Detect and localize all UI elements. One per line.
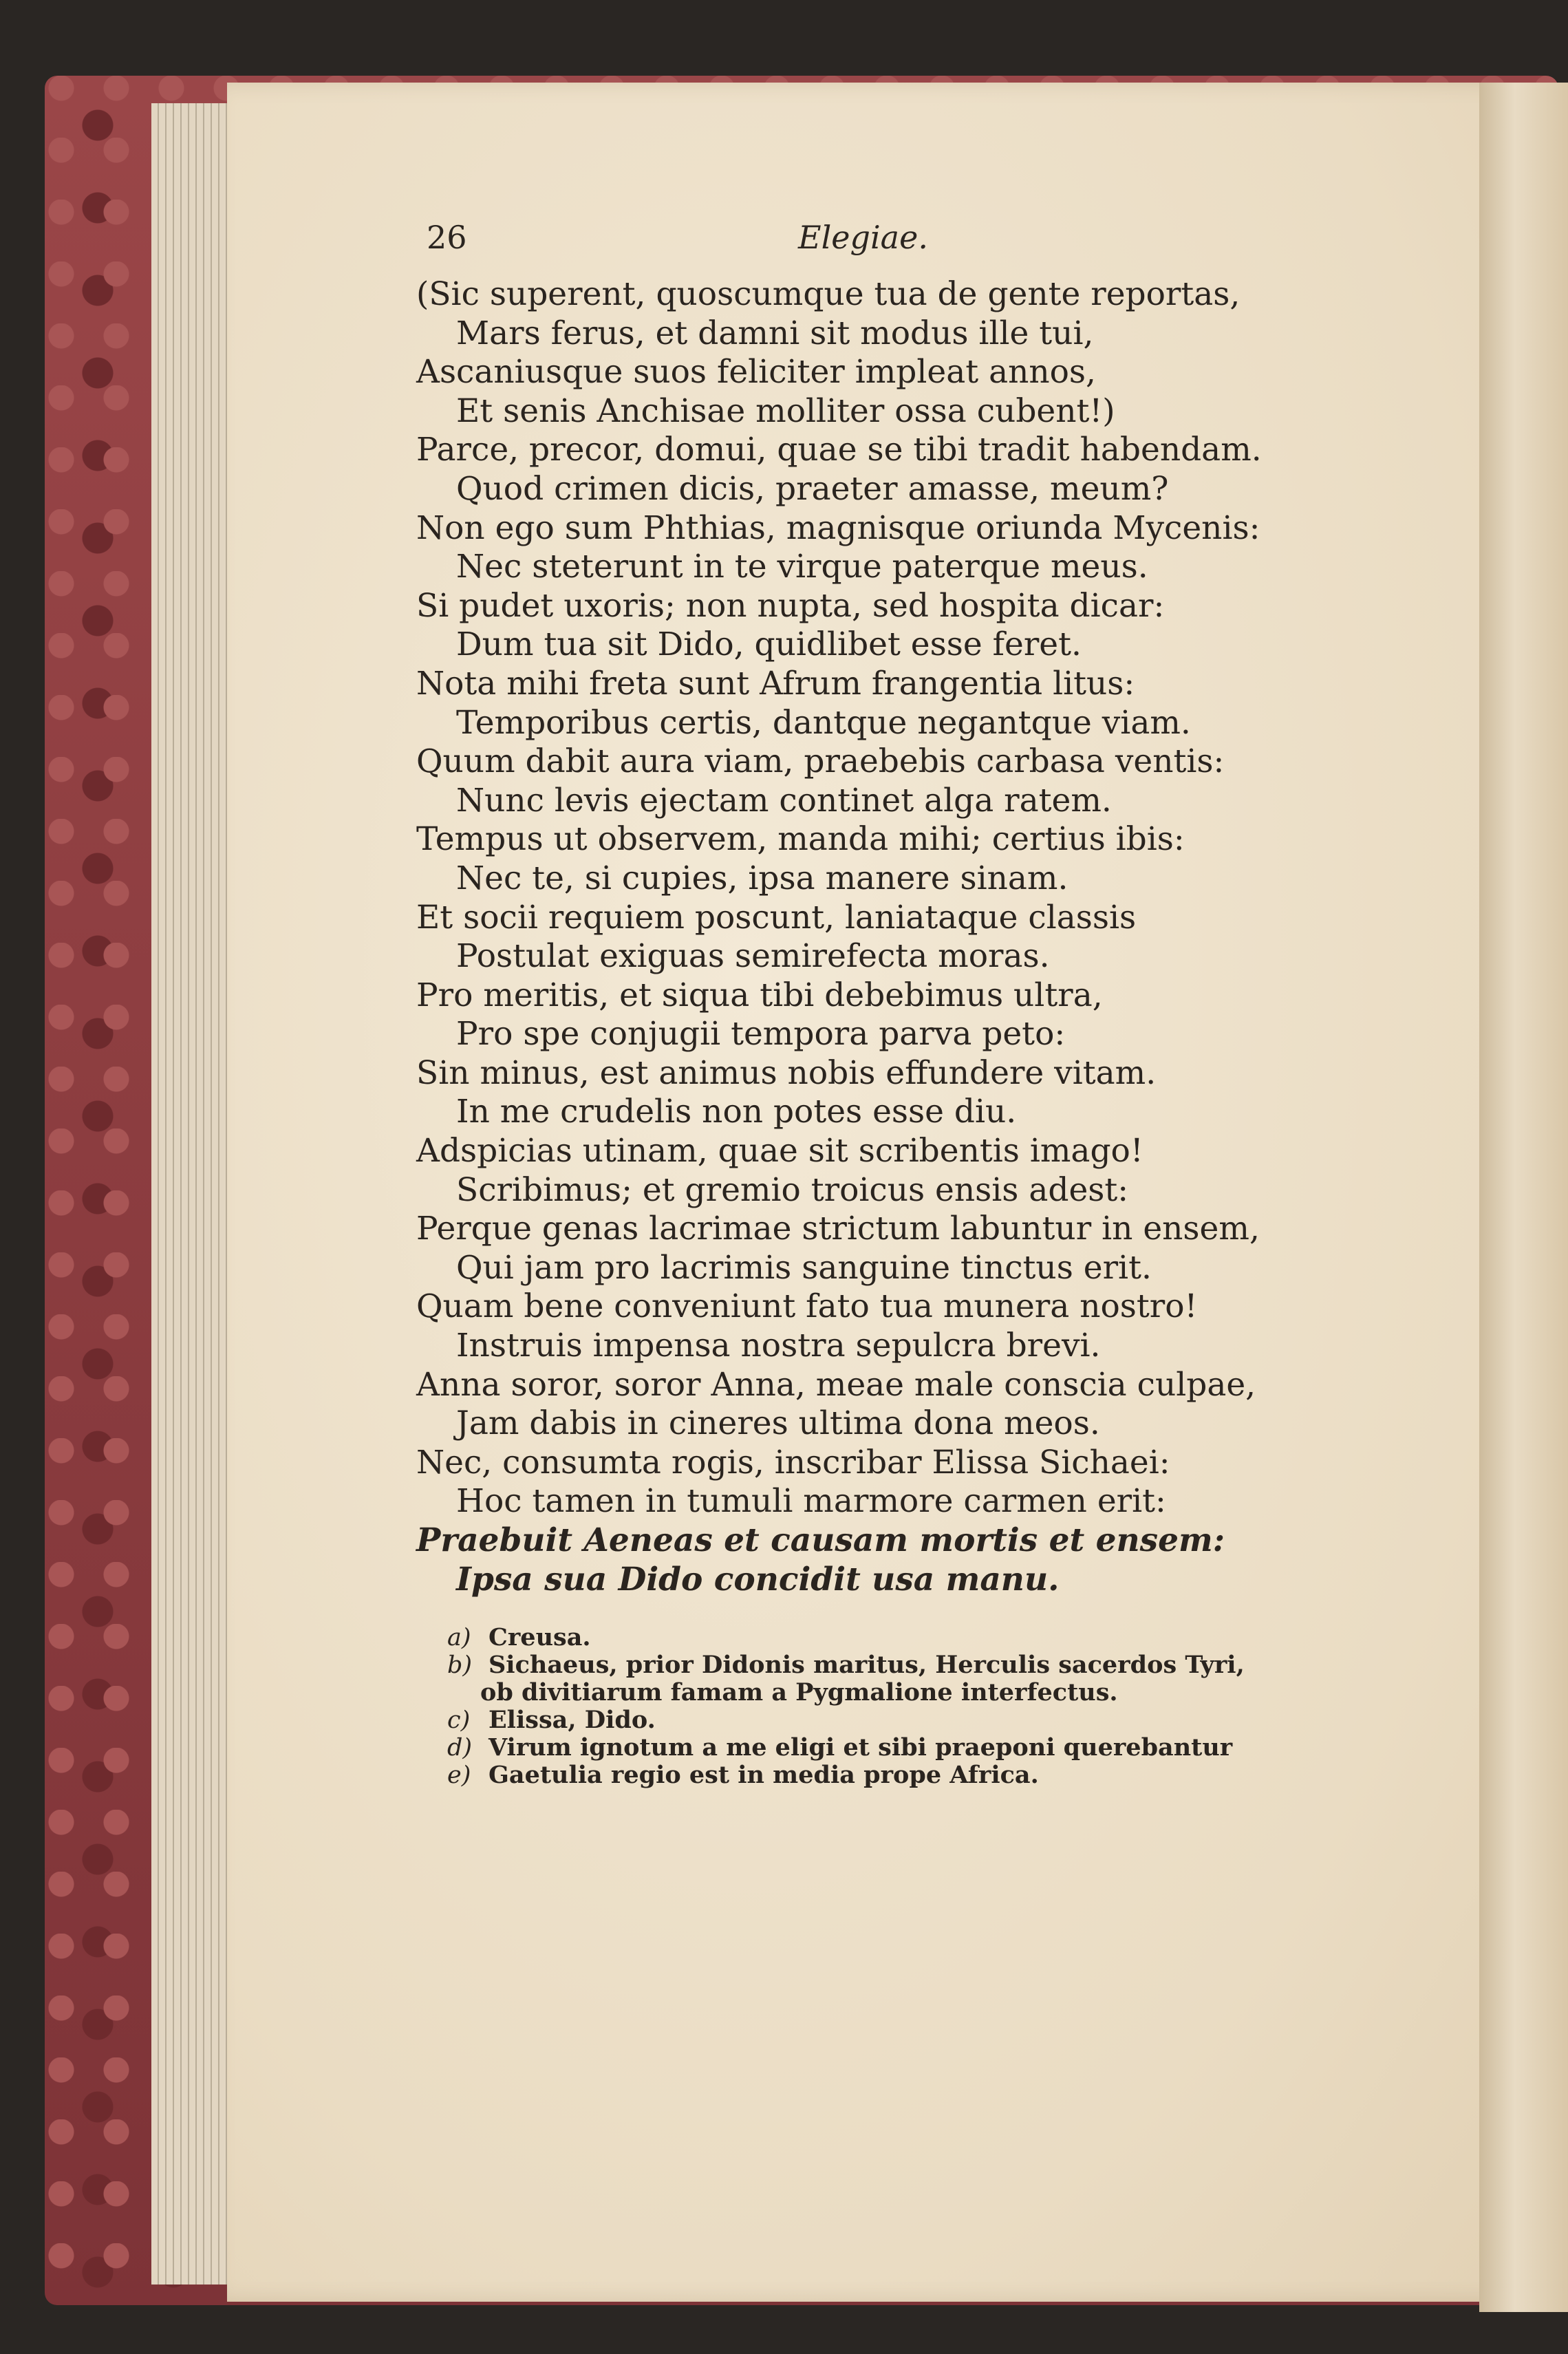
footnote-text: Elissa, Dido. [488, 1706, 656, 1734]
footnote [447, 1734, 1404, 1762]
verse-line: Quod crimen dicis, praeter amasse, meum? [456, 469, 1169, 508]
verse-line: Quam bene conveniunt fato tua munera nostro! [416, 1287, 1198, 1326]
footnote-mark: e) [447, 1762, 471, 1789]
footnotes [447, 1624, 1404, 1789]
verse-line: Nec te, si cupies, ipsa manere sinam. [456, 859, 1068, 897]
page-number: 26 [427, 219, 467, 256]
footnote-mark: a) [447, 1624, 471, 1651]
verse-line: In me crudelis non potes esse diu. [456, 1093, 1017, 1131]
running-head [427, 219, 1321, 267]
footnote-text: Creusa. [488, 1623, 591, 1651]
epitaph-line: Ipsa sua Dido concidit usa manu. [456, 1560, 1060, 1598]
verse-line: Nec steterunt in te virque paterque meus. [456, 548, 1148, 586]
verse-line: Nunc levis ejectam continet alga ratem. [456, 781, 1112, 820]
verse-line: Mars ferus, et damni sit modus ille tui, [456, 314, 1094, 352]
verse-line: Non ego sum Phthias, magnisque oriunda Mycenis: [416, 509, 1260, 547]
footnote-text: Virum ignotum a me eligi et sibi praeponi querebantur [488, 1733, 1233, 1762]
footnote [447, 1706, 1404, 1734]
verse-line: Quum dabit aura viam, praebebis carbasa ventis: [416, 742, 1225, 781]
verse-line: Pro meritis, et siqua tibi debebimus ultra, [416, 976, 1103, 1014]
verse-line: Scribimus; et gremio troicus ensis adest: [456, 1170, 1129, 1209]
verse-line: Et socii requiem poscunt, laniataque classis [416, 898, 1137, 937]
verse-line: Et senis Anchisae molliter ossa cubent!) [456, 392, 1115, 430]
poem-text [416, 275, 1393, 1599]
verse-line: Adspicias utinam, quae sit scribentis imago! [416, 1132, 1143, 1170]
verse-line: Postulat exiguas semirefecta moras. [456, 937, 1050, 976]
footnote-text: ob divitiarum famam a Pygmalione interfectus. [480, 1678, 1118, 1706]
footnote-mark: c) [447, 1706, 471, 1734]
epitaph-line: Praebuit Aeneas et causam mortis et ensem: [416, 1521, 1225, 1559]
verse-line: Pro spe conjugii tempora parva peto: [456, 1015, 1066, 1053]
verse-line: Parce, precor, domui, quae se tibi tradit habendam. [416, 431, 1262, 469]
footnote [447, 1679, 1404, 1706]
verse-line: Sin minus, est animus nobis effundere vitam. [416, 1053, 1157, 1092]
verse-line: Ascaniusque suos feliciter impleat annos, [416, 353, 1096, 392]
verse-line: Nec, consumta rogis, inscribar Elissa Sichaei: [416, 1443, 1170, 1481]
verse-line: Jam dabis in cineres ultima dona meos. [456, 1404, 1100, 1443]
footnote-text: Sichaeus, prior Didonis maritus, Herculis sacerdos Tyri, [488, 1651, 1245, 1679]
verse-line: Perque genas lacrimae strictum labuntur in ensem, [416, 1210, 1260, 1248]
verse-line: Qui jam pro lacrimis sanguine tinctus erit. [456, 1248, 1152, 1287]
footnote-mark: d) [447, 1734, 473, 1762]
footnote-text: Gaetulia regio est in media prope Africa. [488, 1761, 1039, 1789]
verse-line: Si pudet uxoris; non nupta, sed hospita dicar: [416, 586, 1165, 625]
verse-line: Dum tua sit Dido, quidlibet esse feret. [456, 625, 1082, 664]
verse-line: Temporibus certis, dantque negantque viam. [456, 703, 1191, 742]
verse-line: (Sic superent, quoscumque tua de gente reportas, [416, 275, 1241, 313]
footnote [447, 1624, 1404, 1651]
verse-line: Tempus ut observem, manda mihi; certius ibis: [416, 820, 1185, 859]
footnote [447, 1762, 1404, 1789]
verse-line: Instruis impensa nostra sepulcra brevi. [456, 1327, 1101, 1365]
verse-line: Anna soror, soror Anna, meae male conscia culpae, [416, 1365, 1256, 1404]
footnote [447, 1651, 1404, 1679]
footnote-mark: b) [447, 1651, 473, 1679]
page-header-title: Elegiae. [798, 219, 928, 256]
verse-line: Hoc tamen in tumuli marmore carmen erit: [456, 1482, 1166, 1521]
book-gutter [1479, 83, 1568, 2312]
verse-line: Nota mihi freta sunt Afrum frangentia litus: [416, 664, 1135, 703]
